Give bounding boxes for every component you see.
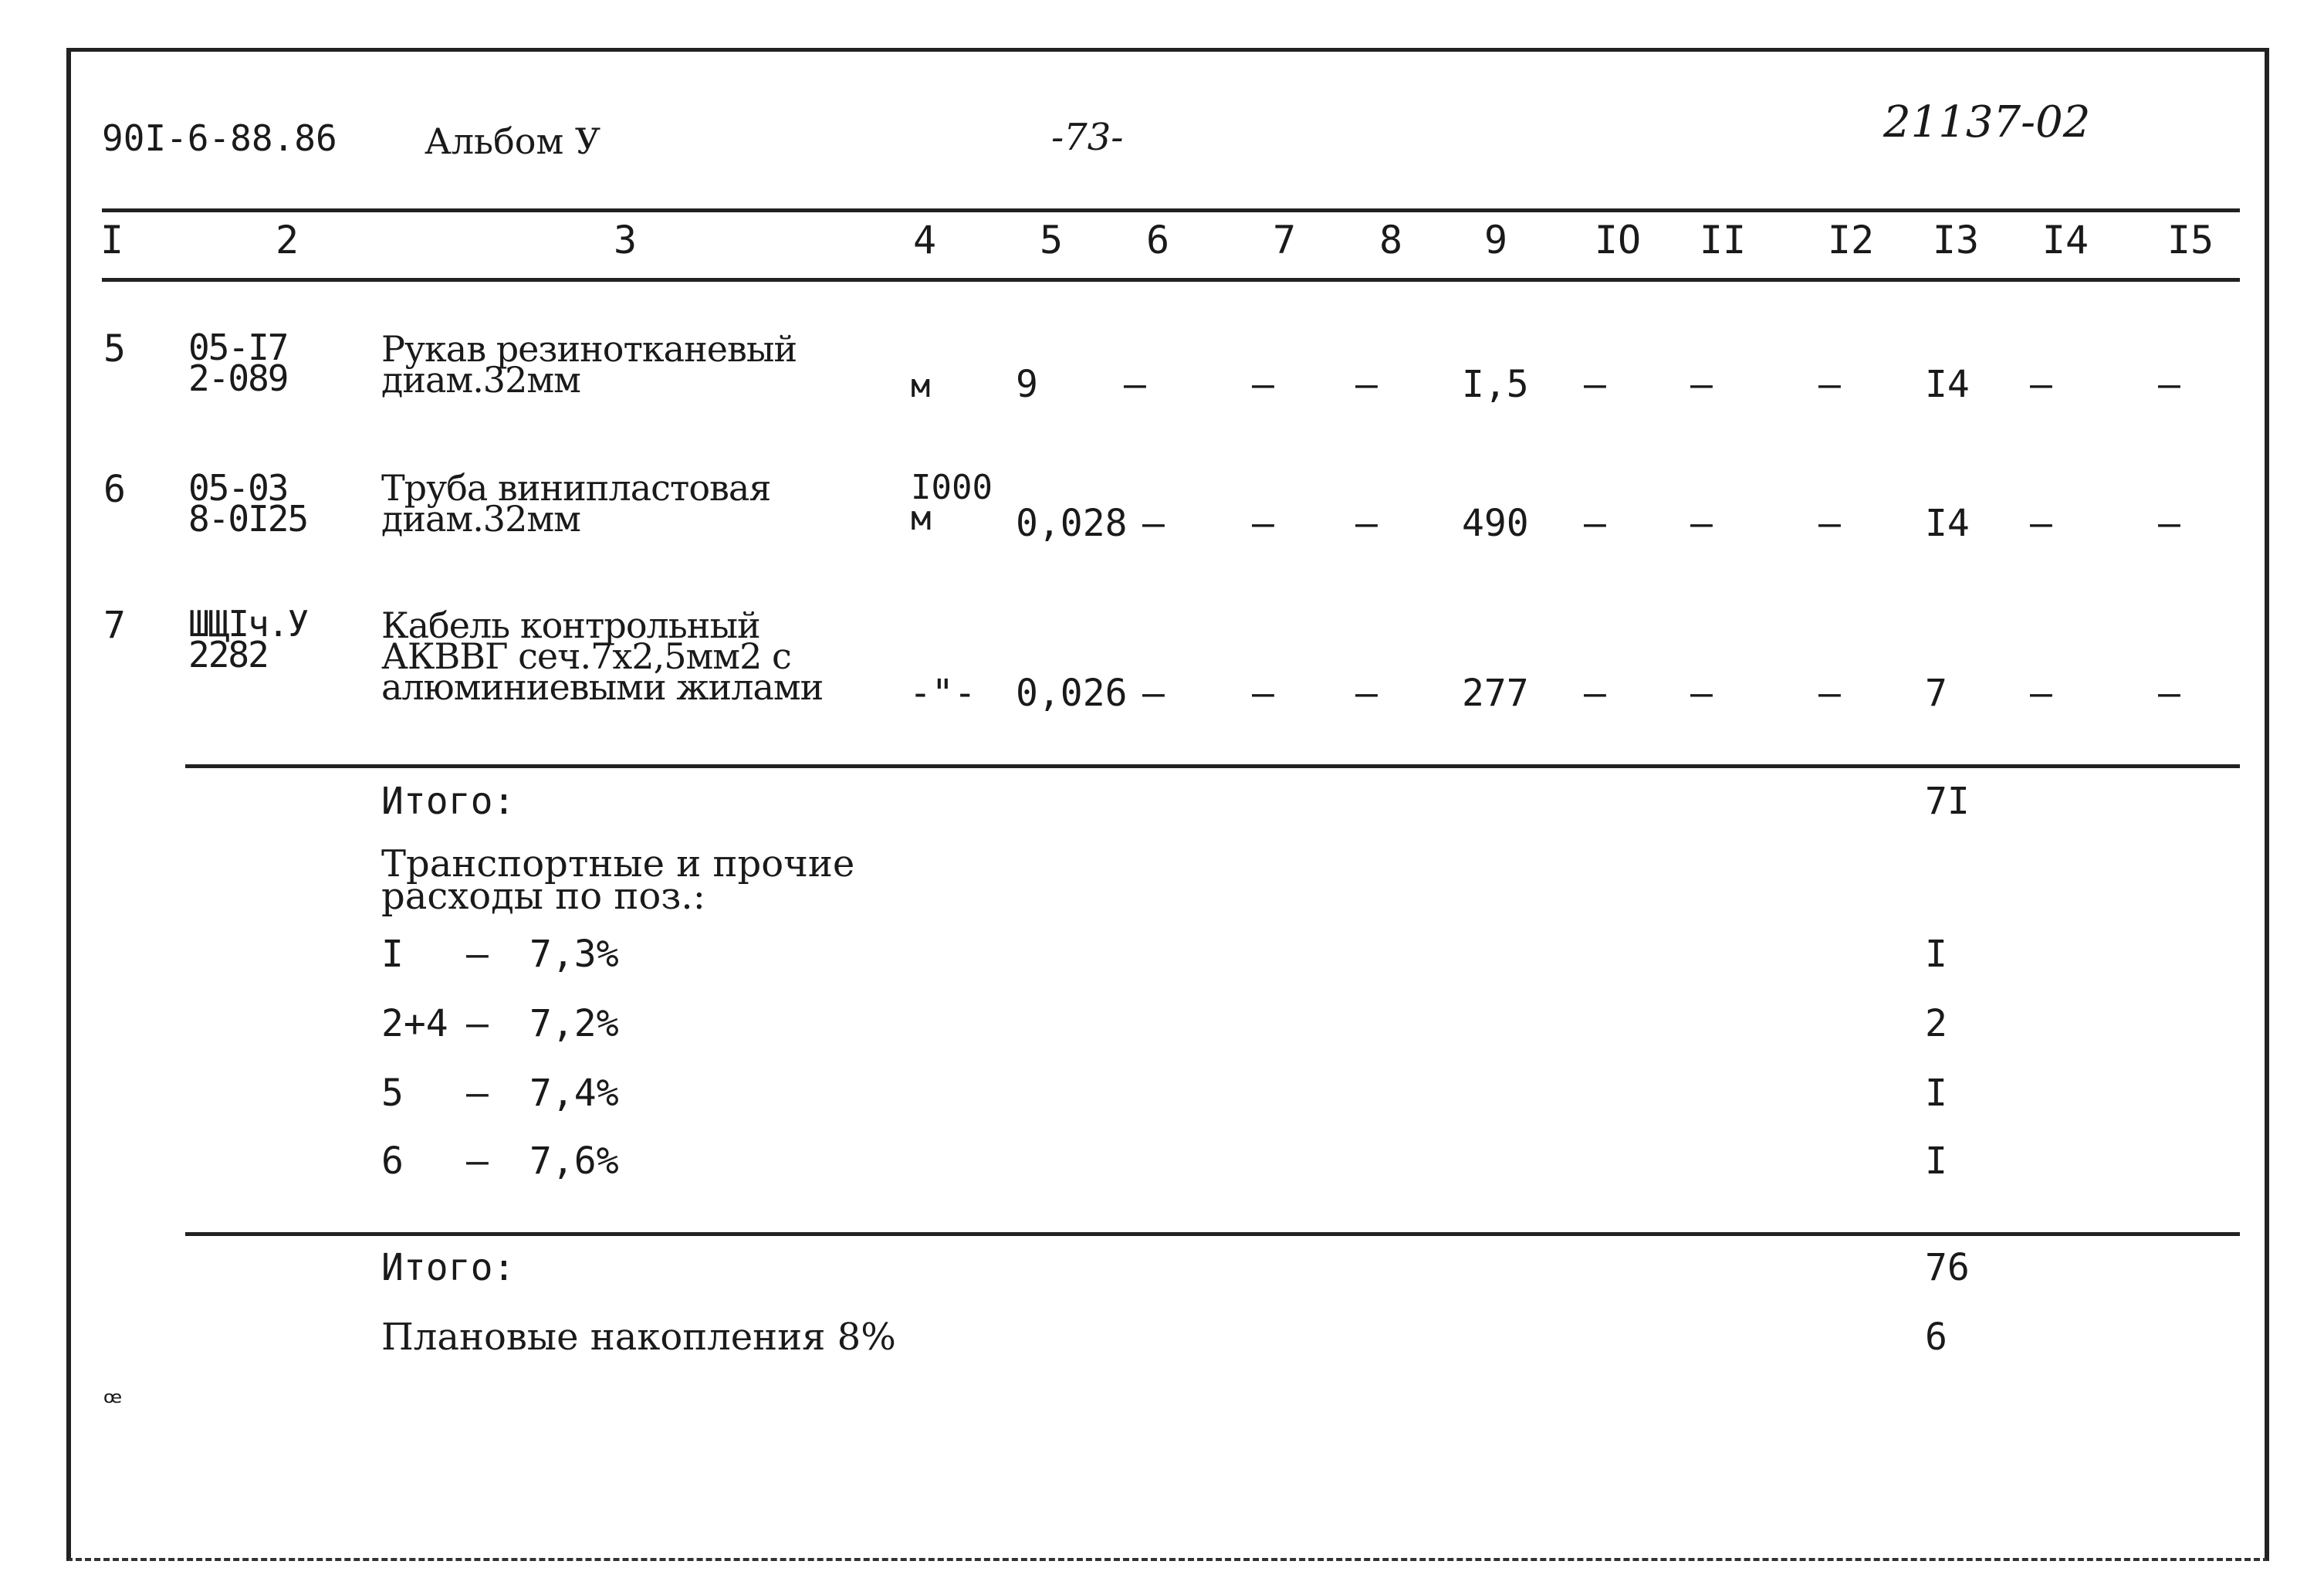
row-col15: – <box>2158 502 2180 545</box>
total-label: Итого: <box>381 1246 516 1289</box>
row-col7: – <box>1252 672 1274 715</box>
transport-pos: 5 <box>381 1072 404 1115</box>
row-description: Труба винипластовая диам.32мм <box>381 467 771 540</box>
row-unit: I000 м <box>911 468 993 538</box>
row-code: 05-I7 2-089 <box>188 327 288 399</box>
row-col10: – <box>1584 672 1606 715</box>
row-col6: – <box>1142 502 1165 545</box>
column-number: 3 <box>613 218 638 262</box>
row-col13: 7 <box>1925 672 1947 715</box>
row-col7: – <box>1252 363 1274 406</box>
row-col11: – <box>1690 363 1713 406</box>
column-number: 2 <box>275 218 299 262</box>
row-code: 05-03 8-0I25 <box>188 467 308 540</box>
row-unit: -"- <box>909 672 976 715</box>
transport-pct: 7,6% <box>529 1140 619 1183</box>
row-col7: – <box>1252 502 1274 545</box>
row-unit: м <box>911 367 931 405</box>
transport-sep: – <box>466 1002 489 1045</box>
row-col13: I4 <box>1925 502 1970 545</box>
transport-pos: I <box>381 933 404 976</box>
transport-pct: 7,4% <box>529 1072 619 1115</box>
transport-sep: – <box>466 933 489 976</box>
album-label: Альбом У <box>425 120 601 162</box>
row-col9: 490 <box>1462 502 1529 545</box>
document-code: 90I-6-88.86 <box>102 117 337 159</box>
row-number: 5 <box>103 327 126 371</box>
row-col11: – <box>1690 672 1713 715</box>
transport-sep: – <box>466 1140 489 1183</box>
header-top-rule <box>102 208 2240 212</box>
column-number: 7 <box>1272 218 1297 262</box>
row-col8: – <box>1355 363 1378 406</box>
transport-value: I <box>1925 1140 1947 1183</box>
row-col10: – <box>1584 502 1606 545</box>
transport-label: Транспортные и прочие расходы по поз.: <box>381 842 855 918</box>
row-col5: 0,026 <box>1016 672 1128 715</box>
row-col9: 277 <box>1462 672 1529 715</box>
row-col13: I4 <box>1925 363 1970 406</box>
total-value: 7I <box>1925 780 1970 823</box>
transport-pct: 7,3% <box>529 933 619 976</box>
row-col14: – <box>2030 502 2052 545</box>
row-col5: 9 <box>1016 363 1038 406</box>
row-col12: – <box>1818 502 1841 545</box>
column-number: 4 <box>912 218 937 262</box>
row-col8: – <box>1355 502 1378 545</box>
row-col12: – <box>1818 672 1841 715</box>
row-description: Рукав резинотканевый диам.32мм <box>381 328 797 401</box>
planned-savings-value: 6 <box>1925 1316 1947 1359</box>
row-col15: – <box>2158 672 2180 715</box>
column-number: IO <box>1594 218 1642 262</box>
column-number: 8 <box>1379 218 1403 262</box>
row-col5: 0,028 <box>1016 502 1128 545</box>
column-number: I5 <box>2167 218 2214 262</box>
summary-rule <box>185 1232 2240 1236</box>
transport-pct: 7,2% <box>529 1002 619 1045</box>
column-number: 6 <box>1145 218 1170 262</box>
row-col14: – <box>2030 363 2052 406</box>
row-description: Кабель контрольный АКВВГ сеч.7х2,5мм2 с алюминиевыми жилами <box>381 604 824 708</box>
planned-savings-label: Плановые накопления 8% <box>381 1316 896 1359</box>
row-col9: I,5 <box>1462 363 1529 406</box>
transport-value: 2 <box>1925 1002 1947 1045</box>
row-col15: – <box>2158 363 2180 406</box>
row-number: 6 <box>103 468 126 511</box>
column-number: 5 <box>1039 218 1064 262</box>
column-number: I4 <box>2042 218 2089 262</box>
column-number: 9 <box>1483 218 1508 262</box>
row-col10: – <box>1584 363 1606 406</box>
transport-pos: 2+4 <box>381 1002 448 1045</box>
row-col6: – <box>1142 672 1165 715</box>
transport-pos: 6 <box>381 1140 404 1183</box>
column-number: II <box>1699 218 1747 262</box>
total-label: Итого: <box>381 780 516 823</box>
total-value: 76 <box>1925 1246 1970 1289</box>
margin-mark: ꟹ <box>103 1385 123 1421</box>
header-bottom-rule <box>102 278 2240 282</box>
row-col14: – <box>2030 672 2052 715</box>
column-number: I <box>100 218 124 262</box>
transport-sep: – <box>466 1072 489 1115</box>
row-col8: – <box>1355 672 1378 715</box>
row-number: 7 <box>103 604 126 647</box>
column-number: I2 <box>1827 218 1875 262</box>
row-code: ШЩIч.У 2282 <box>188 603 308 676</box>
inventory-number: 21137-02 <box>1883 97 2091 147</box>
transport-value: I <box>1925 933 1947 976</box>
column-number: I3 <box>1932 218 1980 262</box>
transport-value: I <box>1925 1072 1947 1115</box>
page-number: -73- <box>1051 116 1124 159</box>
summary-rule <box>185 764 2240 768</box>
row-col6: – <box>1124 363 1146 406</box>
row-col12: – <box>1818 363 1841 406</box>
row-col11: – <box>1690 502 1713 545</box>
